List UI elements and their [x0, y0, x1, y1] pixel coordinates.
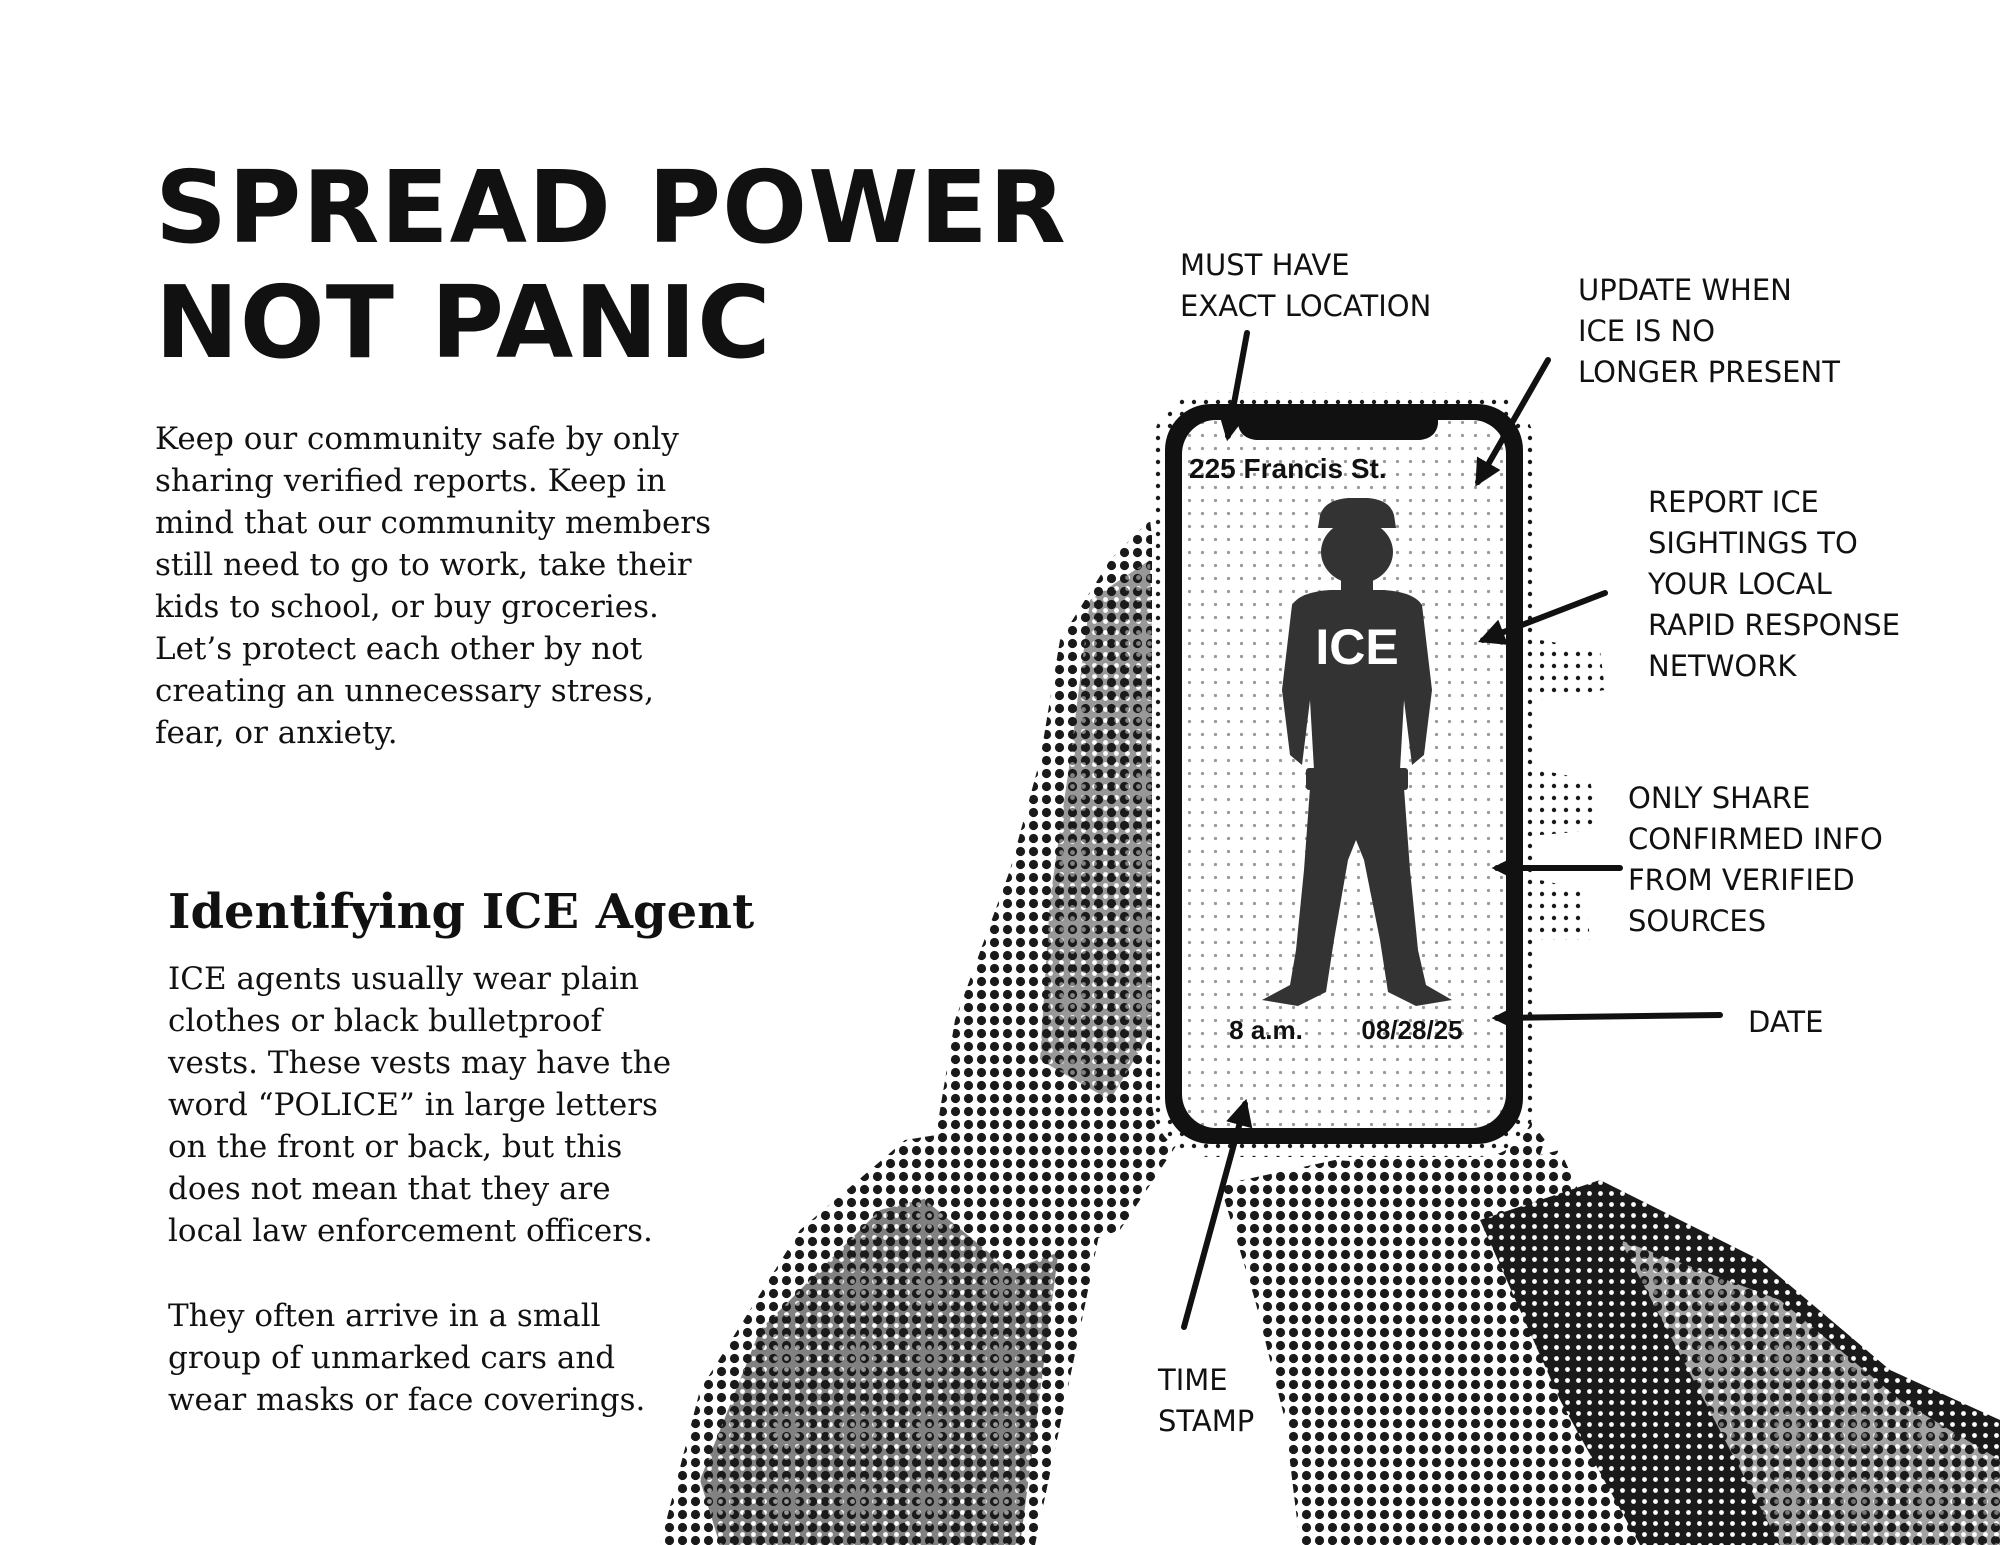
title-line-2: NOT PANIC [155, 264, 772, 381]
callout-update: UPDATE WHEN ICE IS NO LONGER PRESENT [1578, 273, 1840, 389]
callout-report: REPORT ICE SIGHTINGS TO YOUR LOCAL RAPID RESPONSE NETWORK [1648, 485, 1901, 683]
intro-paragraph: Keep our community safe by only sharing verified reports. Keep in mind that our community members still need to go to work, take their kids to school, or buy groceries. Let’s protect each other by not creating an unnecessary stress, fear, or anxiety. [155, 421, 712, 751]
callout-location: MUST HAVE EXACT LOCATION [1180, 248, 1432, 323]
identifying-paragraph-2: They often arrive in a small group of unmarked cars and wear masks or face coverings. [168, 1298, 646, 1418]
callout-confirmed: ONLY SHARE CONFIRMED INFO FROM VERIFIED SOURCES [1628, 781, 1883, 938]
screen-time: 8 a.m. [1229, 1015, 1303, 1045]
agent-label: ICE [1315, 619, 1399, 675]
date-arrow-icon [1497, 1015, 1720, 1018]
identifying-paragraph-1: ICE agents usually wear plain clothes or black bulletproof vests. These vests may have the word “POLICE” in large letters on the front or back, but this does not mean that they are local law enforcement officers. [168, 961, 672, 1249]
title-line-1: SPREAD POWER [155, 149, 1067, 266]
screen-date: 08/28/25 [1361, 1015, 1463, 1045]
identifying-heading: Identifying ICE Agent [168, 884, 755, 940]
screen-address: 225 Francis St. [1189, 453, 1387, 484]
callout-date: DATE [1748, 1005, 1824, 1039]
callout-timestamp: TIME STAMP [1158, 1363, 1255, 1438]
